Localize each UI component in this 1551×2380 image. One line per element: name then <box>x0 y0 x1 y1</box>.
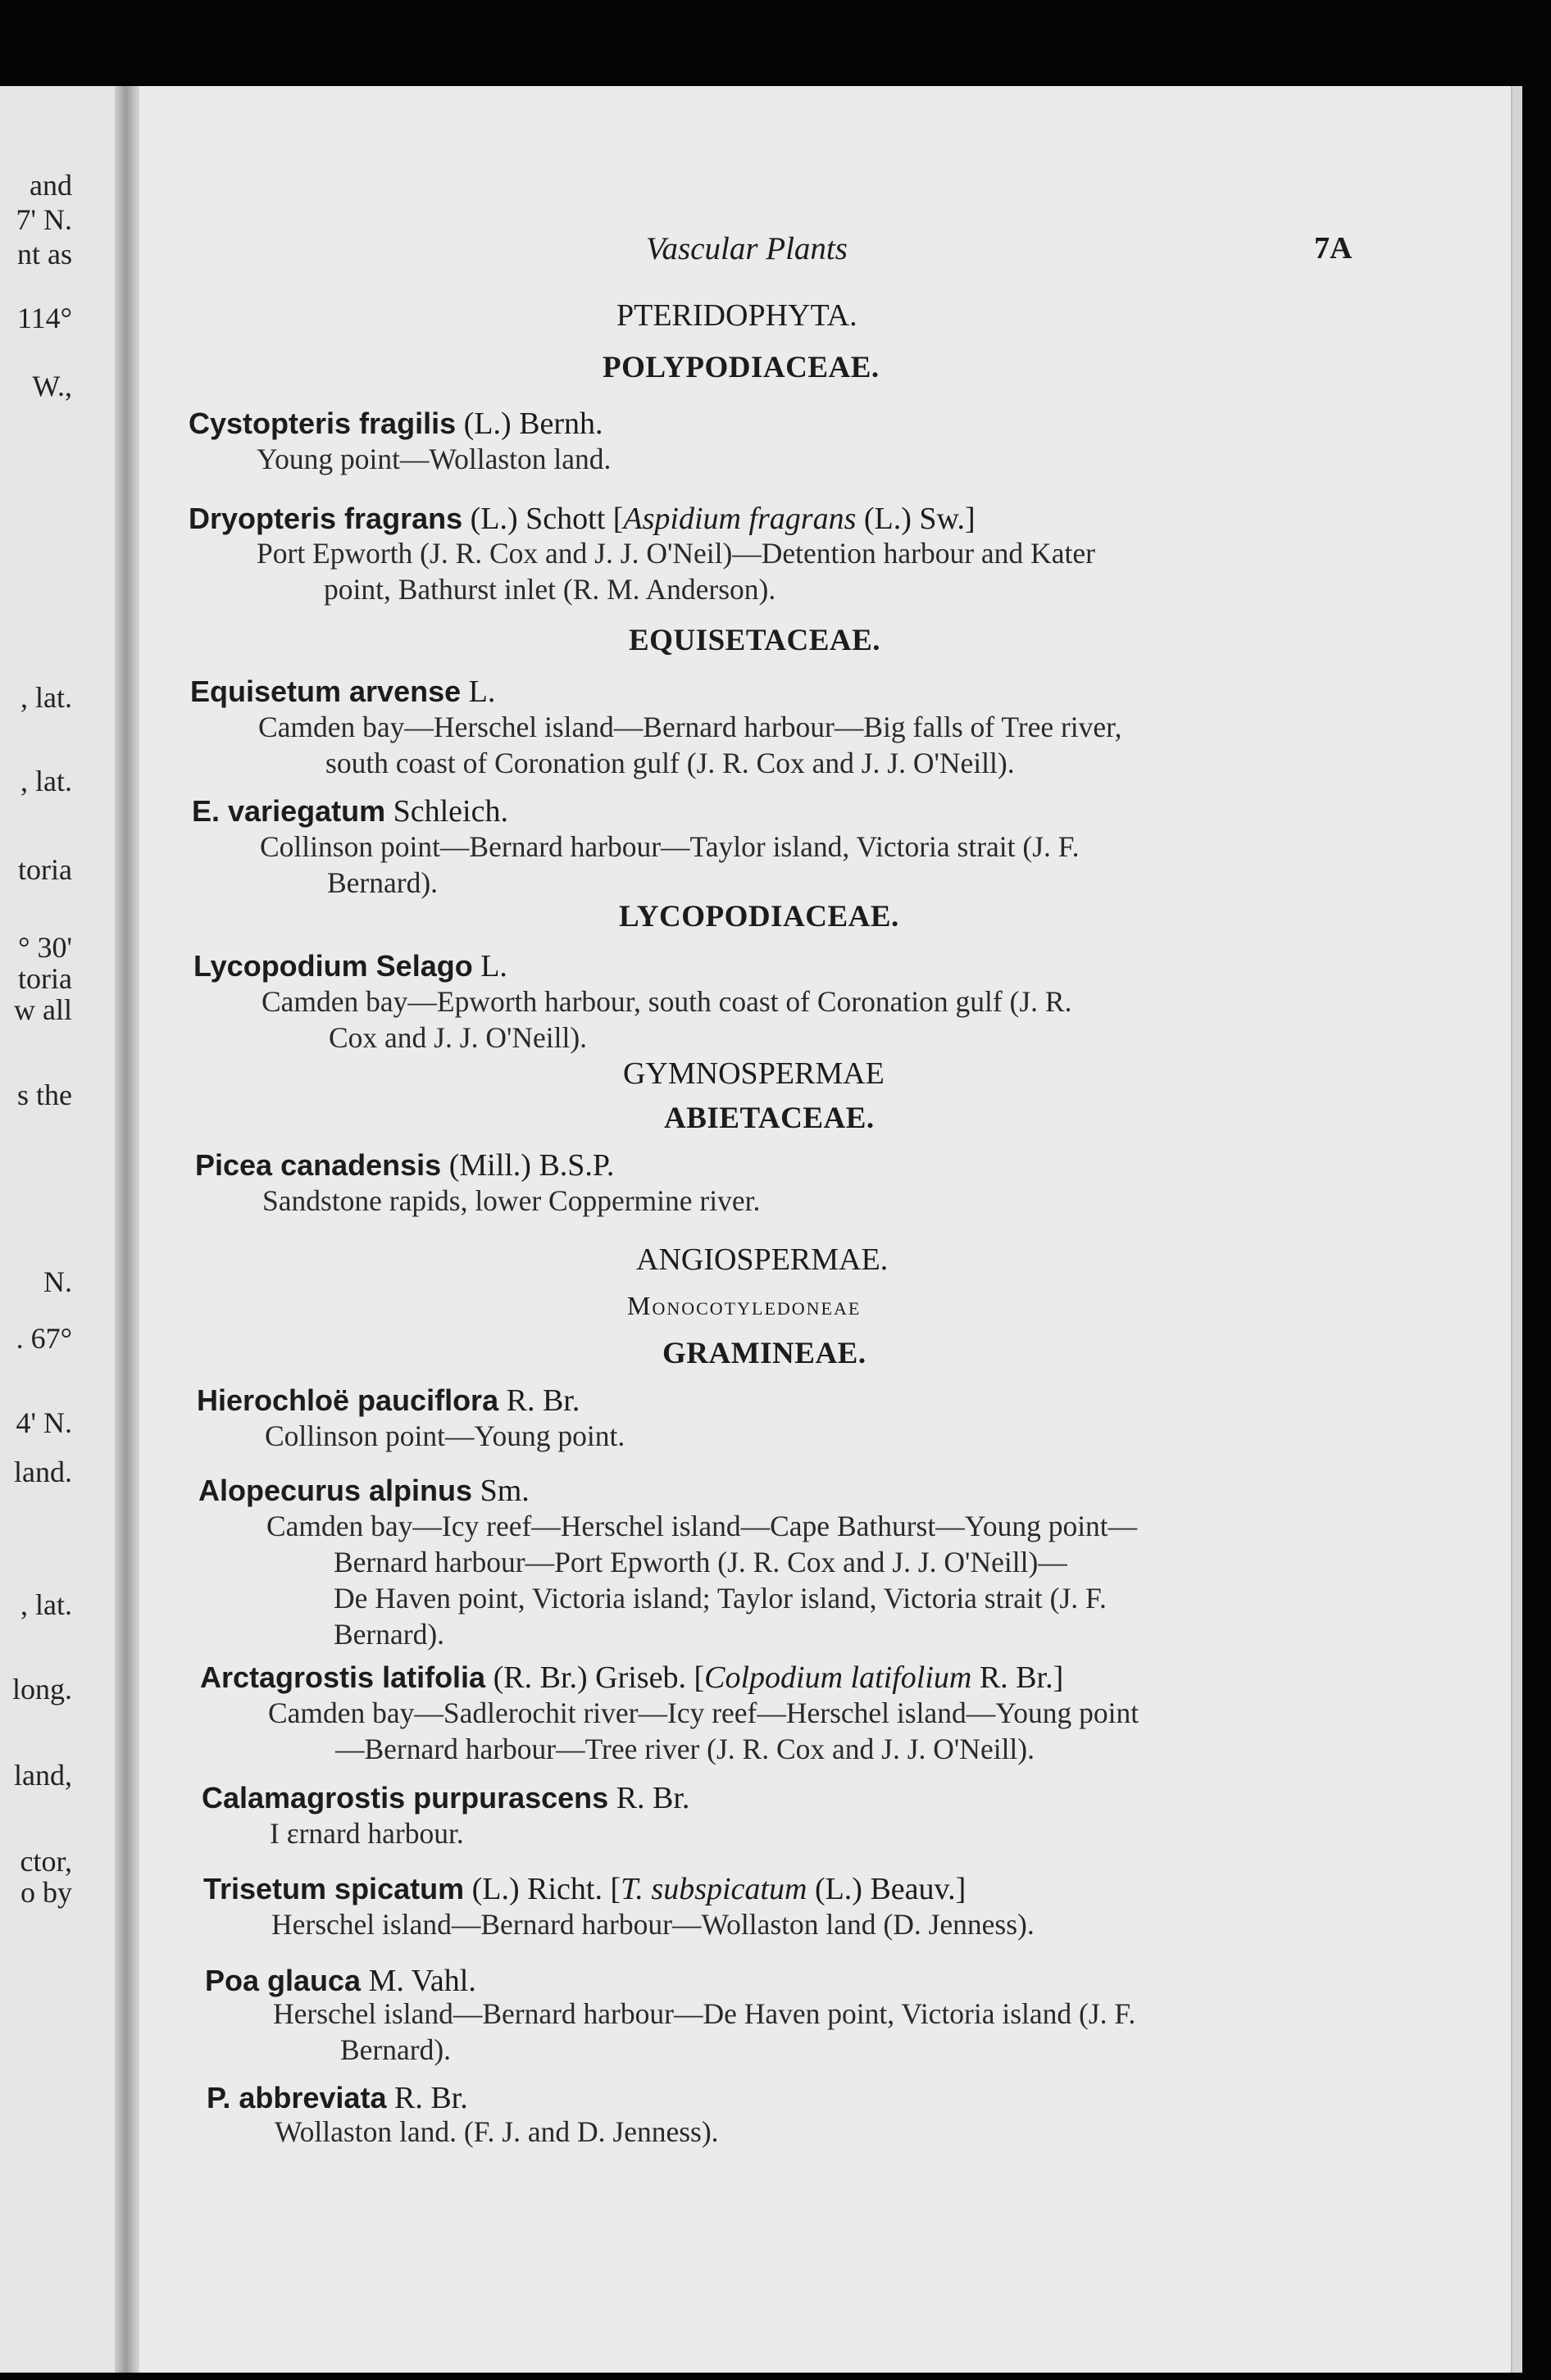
species-localities <box>265 1418 625 1454</box>
facing-page-fragment: . 67° <box>16 1322 72 1355</box>
species-heading <box>190 674 495 710</box>
species-localities <box>273 1996 1135 2068</box>
family-heading-abietaceae: ABIETACEAE. <box>664 1101 875 1135</box>
species-authority: R. Br. <box>498 1383 580 1418</box>
family-heading-gramineae: GRAMINEAE. <box>662 1337 866 1370</box>
species-heading <box>197 1383 580 1419</box>
section-heading-gymnospermae: GYMNOSPERMAE <box>623 1056 885 1091</box>
section-heading-pteridophyta: PTERIDOPHYTA. <box>616 298 857 333</box>
species-authority: R. Br. <box>608 1781 690 1815</box>
facing-page-fragment: 114° <box>16 302 72 334</box>
facing-page-fragment: 4' N. <box>16 1406 72 1439</box>
locality-line: Bernard). <box>340 2033 452 2066</box>
species-authority: (L.) Schott [ <box>462 502 624 536</box>
species-localities <box>275 2114 719 2150</box>
species-binomial: Dryopteris fragrans <box>189 502 463 535</box>
species-authority: M. Vahl. <box>361 1964 476 1998</box>
facing-page-fragment: , lat. <box>20 765 72 797</box>
synonym-authority: R. Br.] <box>971 1660 1064 1695</box>
locality-line: Camden bay—Epworth harbour, south coast of Coronation gulf (J. R. <box>262 985 1072 1018</box>
species-heading <box>189 406 603 442</box>
locality-line: south coast of Coronation gulf (J. R. Cox and J. J. O'Neill). <box>325 747 1015 779</box>
species-authority: L. <box>461 674 496 709</box>
species-heading <box>195 1147 614 1183</box>
locality-line: Camden bay—Herschel island—Bernard harbour—Big falls of Tree river, <box>258 711 1122 743</box>
species-binomial: Trisetum spicatum <box>203 1872 465 1905</box>
species-authority: (L.) Richt. [ <box>464 1872 621 1906</box>
locality-line: Port Epworth (J. R. Cox and J. J. O'Neil)—Detention harbour and Kater <box>257 537 1095 570</box>
locality-line: I ɛrnard harbour. <box>270 1817 464 1850</box>
species-heading <box>193 948 507 984</box>
facing-page-fragment: , lat. <box>20 1588 72 1621</box>
species-binomial: Arctagrostis latifolia <box>200 1660 486 1694</box>
species-heading <box>198 1473 530 1509</box>
species-binomial: Alopecurus alpinus <box>198 1474 473 1507</box>
facing-page-fragment: N. <box>43 1265 72 1298</box>
locality-line: Bernard harbour—Port Epworth (J. R. Cox and J. J. O'Neill)— <box>334 1546 1067 1578</box>
species-localities <box>262 1183 760 1219</box>
species-binomial: Picea canadensis <box>195 1148 442 1182</box>
locality-line: Collinson point—Young point. <box>265 1419 625 1452</box>
species-heading <box>192 793 508 829</box>
synonym-authority: (L.) Beauv.] <box>807 1872 967 1906</box>
facing-page-fragment: W., <box>32 370 72 402</box>
locality-line: De Haven point, Victoria island; Taylor island, Victoria strait (J. F. <box>334 1582 1107 1615</box>
species-binomial: Cystopteris fragilis <box>189 407 457 440</box>
locality-line: Collinson point—Bernard harbour—Taylor island, Victoria strait (J. F. <box>260 830 1080 863</box>
species-localities <box>271 1906 1035 1942</box>
species-binomial: Lycopodium Selago <box>193 949 473 983</box>
locality-line: —Bernard harbour—Tree river (J. R. Cox and J. J. O'Neill). <box>335 1733 1035 1765</box>
species-synonym: Colpodium latifolium <box>704 1660 972 1695</box>
species-authority: Schleich. <box>385 794 508 829</box>
running-head: Vascular Plants <box>646 231 848 266</box>
locality-line: Bernard). <box>327 866 439 899</box>
page-edge-shadow <box>1512 86 1522 2373</box>
species-authority: R. Br. <box>386 2081 468 2115</box>
species-synonym: T. subspicatum <box>621 1872 807 1906</box>
locality-line: Wollaston land. (F. J. and D. Jenness). <box>275 2115 719 2148</box>
species-binomial: P. abbreviata <box>207 2081 387 2114</box>
species-localities <box>257 535 1095 607</box>
species-authority: (Mill.) B.S.P. <box>441 1148 615 1183</box>
subclass-heading-monocotyledoneae: Monocotyledoneae <box>627 1291 862 1320</box>
locality-line: Sandstone rapids, lower Coppermine river. <box>262 1184 761 1217</box>
species-authority: (R. Br.) Griseb. [ <box>485 1660 705 1695</box>
locality-line: Young point—Wollaston land. <box>257 443 612 475</box>
facing-page-fragment: land, <box>14 1759 72 1792</box>
species-authority: (L.) Bernh. <box>456 407 603 441</box>
scanned-page <box>139 86 1512 2373</box>
species-binomial: Hierochloë pauciflora <box>197 1383 499 1417</box>
facing-page-fragment: 7' N. <box>16 203 72 236</box>
species-authority: Sm. <box>472 1474 530 1508</box>
family-heading-equisetaceae: EQUISETACEAE. <box>629 624 881 657</box>
species-binomial: Calamagrostis purpurascens <box>202 1781 609 1815</box>
species-heading <box>205 1963 476 1999</box>
facing-page-fragment: w all <box>14 993 72 1026</box>
facing-page-fragment: , lat. <box>20 681 72 714</box>
facing-page-fragment: and <box>30 169 72 202</box>
facing-page-fragment: o by <box>20 1876 72 1909</box>
species-binomial: Poa glauca <box>205 1964 362 1997</box>
locality-line: point, Bathurst inlet (R. M. Anderson). <box>324 573 776 606</box>
book-gutter <box>115 86 139 2373</box>
locality-line: Herschel island—Bernard harbour—De Haven point, Victoria island (J. F. <box>273 1997 1136 2030</box>
species-localities <box>270 1815 464 1851</box>
section-heading-angiospermae: ANGIOSPERMAE. <box>636 1242 889 1277</box>
facing-page-edge <box>0 86 115 2373</box>
species-authority: L. <box>472 949 507 983</box>
species-synonym: Aspidium fragrans <box>623 502 857 536</box>
facing-page-fragment: toria <box>18 853 72 886</box>
locality-line: Herschel island—Bernard harbour—Wollaston land (D. Jenness). <box>271 1908 1035 1941</box>
page-number: 7A <box>1314 231 1353 266</box>
species-localities <box>268 1695 1139 1767</box>
facing-page-fragment: nt as <box>17 238 72 270</box>
species-localities <box>258 709 1121 781</box>
facing-page-fragment: ° 30' <box>18 931 72 964</box>
family-heading-lycopodiaceae: LYCOPODIACEAE. <box>619 900 899 933</box>
facing-page-fragment: s the <box>17 1079 72 1111</box>
species-localities <box>260 829 1080 901</box>
facing-page-fragment: long. <box>11 1673 72 1706</box>
facing-page-fragment: toria <box>18 962 72 995</box>
locality-line: Bernard). <box>334 1618 445 1651</box>
species-localities <box>262 983 1071 1056</box>
locality-line: Camden bay—Sadlerochit river—Icy reef—Herschel island—Young point <box>268 1696 1139 1729</box>
facing-page-fragment: land. <box>14 1456 72 1488</box>
species-localities <box>257 441 611 477</box>
species-binomial: Equisetum arvense <box>190 674 462 708</box>
locality-line: Camden bay—Icy reef—Herschel island—Cape Bathurst—Young point— <box>266 1510 1138 1542</box>
synonym-authority: (L.) Sw.] <box>856 502 976 536</box>
facing-page-fragment: ctor, <box>20 1845 72 1878</box>
locality-line: Cox and J. J. O'Neill). <box>329 1021 588 1054</box>
species-localities <box>266 1508 1137 1652</box>
species-heading <box>207 2080 468 2116</box>
species-heading <box>189 501 976 537</box>
species-heading <box>202 1780 689 1816</box>
family-heading-polypodiaceae: POLYPODIACEAE. <box>603 351 880 384</box>
species-heading <box>203 1871 966 1907</box>
species-heading <box>200 1660 1063 1696</box>
species-binomial: E. variegatum <box>192 794 386 828</box>
